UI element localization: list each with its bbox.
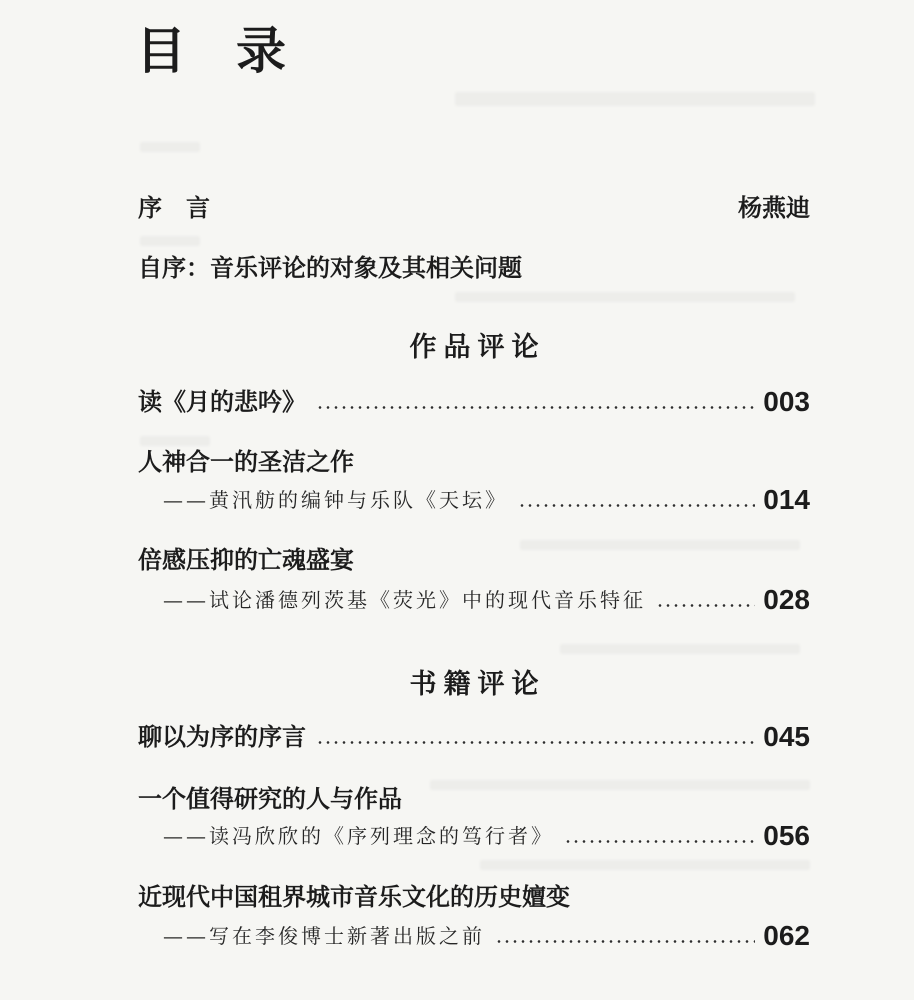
toc-entry-subtitle-row <box>138 486 810 514</box>
dot-leader <box>656 604 755 607</box>
bleed-through-shadow <box>480 860 810 870</box>
self-preface-title: 自序：音乐评论的对象及其相关问题 <box>138 254 522 282</box>
entry-title: 人神合一的圣洁之作 <box>138 448 354 476</box>
toc-self-preface-row <box>138 254 810 282</box>
preface-label: 序 言 <box>138 194 210 222</box>
page-number: 045 <box>763 721 810 752</box>
entry-title: 一个值得研究的人与作品 <box>138 785 402 813</box>
page-number: 028 <box>763 584 810 615</box>
toc-entry <box>138 883 810 911</box>
toc-entry <box>138 546 810 574</box>
dot-leader <box>316 741 755 744</box>
bleed-through-shadow <box>455 92 815 106</box>
entry-subtitle: ——试论潘德列茨基《荧光》中的现代音乐特征 <box>163 588 646 612</box>
toc-entry-subtitle-row <box>138 922 810 950</box>
page-number: 056 <box>763 820 810 851</box>
bleed-through-shadow <box>140 142 200 152</box>
dot-leader <box>316 406 755 409</box>
entry-subtitle: ——写在李俊博士新著出版之前 <box>163 924 485 948</box>
bleed-through-shadow <box>140 236 200 246</box>
page-title: 目 录 <box>136 22 286 80</box>
toc-entry <box>138 785 810 813</box>
entry-title: 近现代中国租界城市音乐文化的历史嬗变 <box>138 883 570 911</box>
dot-leader <box>495 940 755 943</box>
section-heading: 作品评论 <box>409 332 546 363</box>
entry-title: 聊以为序的序言 <box>138 723 306 751</box>
page-number: 014 <box>763 484 810 515</box>
bleed-through-shadow <box>140 436 210 446</box>
bleed-through-shadow <box>560 644 800 654</box>
bleed-through-shadow <box>455 292 795 302</box>
toc-entry-subtitle-row <box>138 586 810 614</box>
entry-title: 倍感压抑的亡魂盛宴 <box>138 546 354 574</box>
dot-leader <box>518 504 755 507</box>
toc-entry <box>138 448 810 476</box>
section-heading: 书籍评论 <box>409 669 546 700</box>
page-number: 003 <box>763 386 810 417</box>
toc-entry <box>138 723 810 751</box>
toc-entry <box>138 388 810 416</box>
dot-leader <box>564 840 755 843</box>
toc-entry-subtitle-row <box>138 822 810 850</box>
entry-subtitle: ——读冯欣欣的《序列理念的笃行者》 <box>163 824 554 848</box>
toc-preface-row <box>138 194 810 222</box>
preface-author: 杨燕迪 <box>738 194 810 222</box>
entry-title: 读《月的悲吟》 <box>138 388 306 416</box>
page-number: 062 <box>763 920 810 951</box>
entry-subtitle: ——黄汛舫的编钟与乐队《天坛》 <box>163 488 508 512</box>
